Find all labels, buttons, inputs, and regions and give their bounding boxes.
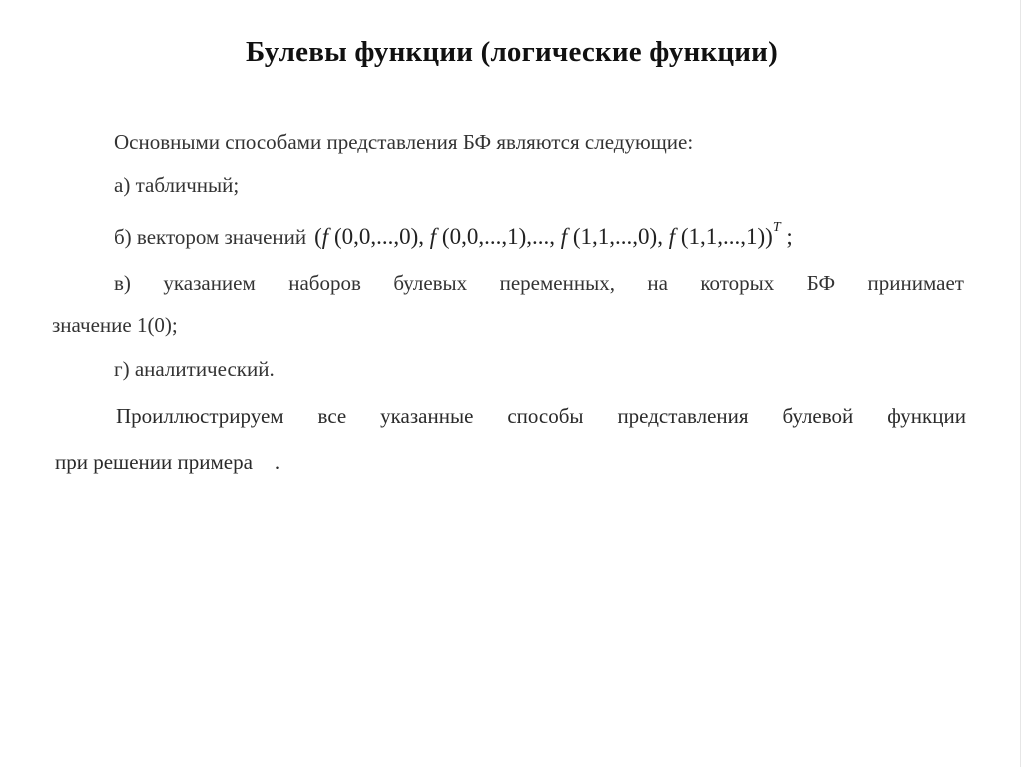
item-v-word: булевых [393, 271, 468, 295]
formula-args2: (0,0,...,1),..., [436, 224, 561, 249]
item-g: г) аналитический. [114, 357, 275, 381]
slide-edge-divider [1020, 0, 1021, 767]
item-b [114, 220, 793, 250]
formula-f1: f [321, 224, 329, 249]
paragraph2-line1 [116, 404, 966, 429]
paragraph2-word: способы [507, 404, 584, 428]
paragraph2-word: Проиллюстрируем [116, 404, 284, 428]
paragraph2-line2 [55, 450, 280, 475]
formula-args3: (1,1,...,0), [567, 224, 669, 249]
formula-f3: f [560, 224, 568, 249]
item-v-line2: значение 1(0); [52, 313, 178, 337]
formula-tail: ; [780, 224, 793, 249]
value-vector-formula [314, 220, 793, 249]
item-v-word: переменных, [499, 271, 615, 295]
item-v-word: БФ [806, 271, 836, 295]
paragraph2-word: все [317, 404, 347, 428]
slide-title: Булевы функции (логические функции) [246, 36, 778, 68]
paragraph2-word: булевой [782, 404, 854, 428]
item-v-line1 [114, 271, 964, 296]
item-v-word: в) [114, 271, 131, 295]
item-v-word: принимает [867, 271, 964, 295]
formula-transpose-superscript: T [772, 220, 781, 236]
item-b-label: б) вектором значений [114, 225, 307, 249]
formula-f4: f [668, 224, 676, 249]
paragraph2-word: представления [617, 404, 749, 428]
paragraph2-tail: . [274, 450, 281, 474]
item-a: а) табличный; [114, 173, 240, 197]
formula-args1: (0,0,...,0), [328, 224, 430, 249]
intro-text: Основными способами представления БФ являются следующие: [114, 130, 694, 154]
paragraph2-word: функции [887, 404, 966, 428]
paragraph2-line2-text: при решении примера [55, 450, 253, 474]
item-v-word: на [647, 271, 668, 295]
paragraph2-word: указанные [380, 404, 474, 428]
item-v-word: которых [700, 271, 775, 295]
item-v-word: наборов [288, 271, 361, 295]
formula-args4: (1,1,...,1)) [675, 224, 773, 249]
item-v-word: указанием [163, 271, 256, 295]
formula-f2: f [429, 224, 437, 249]
formula-open-paren: ( [314, 224, 322, 249]
